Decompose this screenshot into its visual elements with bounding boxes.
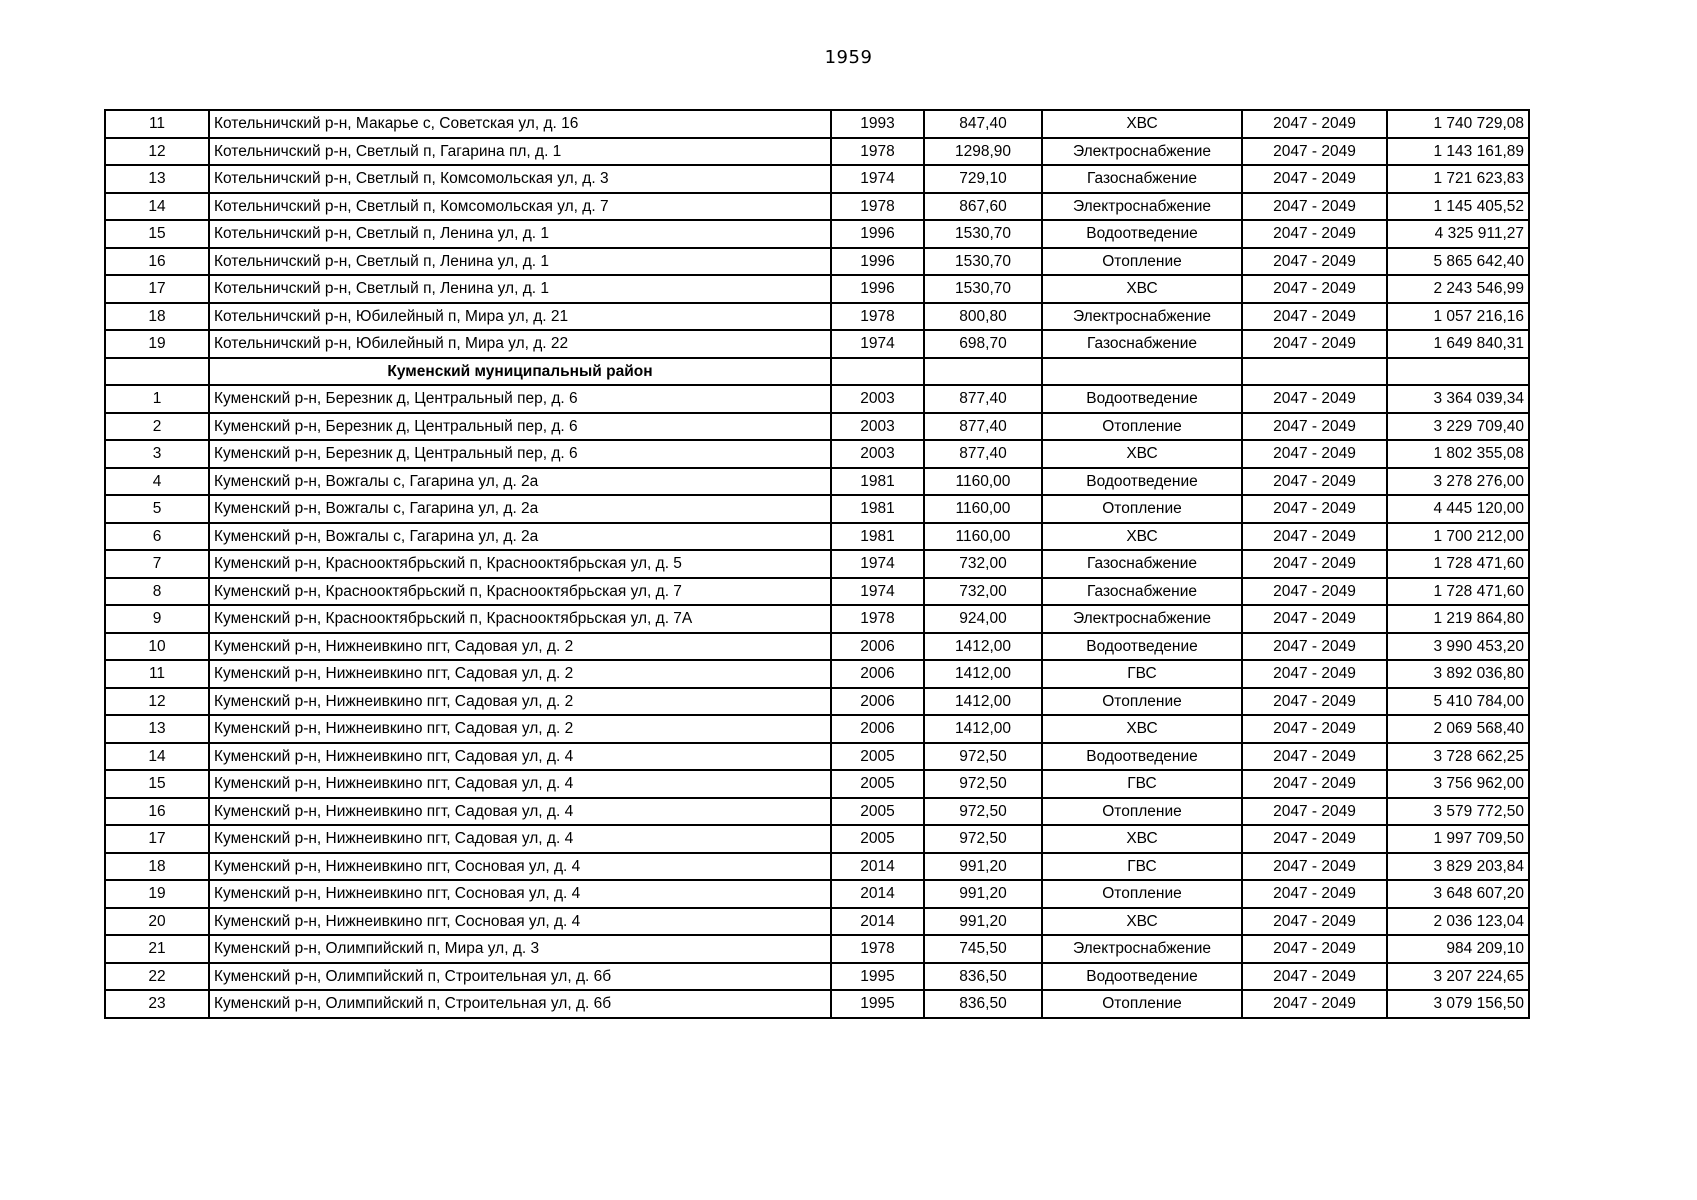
cost-cell: 3 892 036,80: [1387, 660, 1529, 688]
row-number: 11: [105, 660, 209, 688]
address-cell: Куменский р-н, Березник д, Центральный пер, д. 6: [209, 440, 831, 468]
work-type-cell: Водоотведение: [1042, 220, 1242, 248]
table-row: [105, 825, 1529, 853]
period-cell: 2047 - 2049: [1242, 743, 1387, 771]
address-cell: Куменский р-н, Нижнеивкино пгт, Садовая ул, д. 2: [209, 660, 831, 688]
table-row: [105, 165, 1529, 193]
table-row: [105, 715, 1529, 743]
period-cell: 2047 - 2049: [1242, 220, 1387, 248]
cost-cell: 1 740 729,08: [1387, 110, 1529, 138]
work-type-cell: Водоотведение: [1042, 963, 1242, 991]
period-cell: 2047 - 2049: [1242, 550, 1387, 578]
year-cell: 1978: [831, 138, 924, 166]
table-row: [105, 963, 1529, 991]
address-cell: Котельничский р-н, Светлый п, Ленина ул, д. 1: [209, 248, 831, 276]
area-cell: 836,50: [924, 990, 1042, 1018]
address-cell: Куменский р-н, Олимпийский п, Строительная ул, д. 6б: [209, 990, 831, 1018]
address-cell: Котельничский р-н, Светлый п, Комсомольская ул, д. 3: [209, 165, 831, 193]
row-number: 3: [105, 440, 209, 468]
area-cell: 924,00: [924, 605, 1042, 633]
cost-cell: 984 209,10: [1387, 935, 1529, 963]
cost-cell: 3 229 709,40: [1387, 413, 1529, 441]
year-cell: 1981: [831, 468, 924, 496]
area-cell: 745,50: [924, 935, 1042, 963]
work-type-cell: Электроснабжение: [1042, 303, 1242, 331]
table-row: [105, 550, 1529, 578]
table-row: [105, 413, 1529, 441]
row-number: 16: [105, 248, 209, 276]
period-cell: 2047 - 2049: [1242, 660, 1387, 688]
cost-cell: 3 728 662,25: [1387, 743, 1529, 771]
period-cell: 2047 - 2049: [1242, 413, 1387, 441]
address-cell: Куменский р-н, Вожгалы с, Гагарина ул, д. 2а: [209, 468, 831, 496]
area-cell: 972,50: [924, 825, 1042, 853]
table-row: [105, 523, 1529, 551]
period-cell: 2047 - 2049: [1242, 385, 1387, 413]
row-number: 22: [105, 963, 209, 991]
period-cell: 2047 - 2049: [1242, 330, 1387, 358]
cost-cell: 5 410 784,00: [1387, 688, 1529, 716]
area-cell: 729,10: [924, 165, 1042, 193]
period-cell: 2047 - 2049: [1242, 440, 1387, 468]
area-cell: 972,50: [924, 770, 1042, 798]
period-cell: 2047 - 2049: [1242, 495, 1387, 523]
year-cell: 2003: [831, 413, 924, 441]
area-cell: 991,20: [924, 908, 1042, 936]
repair-schedule-table: [104, 109, 1530, 1019]
cost-cell: 3 756 962,00: [1387, 770, 1529, 798]
year-cell: 2003: [831, 385, 924, 413]
year-cell: 1996: [831, 248, 924, 276]
cost-cell: 3 648 607,20: [1387, 880, 1529, 908]
table-row: [105, 880, 1529, 908]
work-type-cell: ГВС: [1042, 853, 1242, 881]
empty-cell: [1242, 358, 1387, 386]
cost-cell: 1 145 405,52: [1387, 193, 1529, 221]
period-cell: 2047 - 2049: [1242, 248, 1387, 276]
row-number: 17: [105, 825, 209, 853]
period-cell: 2047 - 2049: [1242, 990, 1387, 1018]
area-cell: 1412,00: [924, 660, 1042, 688]
row-number: 16: [105, 798, 209, 826]
work-type-cell: Водоотведение: [1042, 743, 1242, 771]
cost-cell: 5 865 642,40: [1387, 248, 1529, 276]
work-type-cell: ХВС: [1042, 440, 1242, 468]
period-cell: 2047 - 2049: [1242, 688, 1387, 716]
year-cell: 2006: [831, 633, 924, 661]
cost-cell: 1 219 864,80: [1387, 605, 1529, 633]
area-cell: 847,40: [924, 110, 1042, 138]
work-type-cell: Отопление: [1042, 688, 1242, 716]
table-row: [105, 385, 1529, 413]
address-cell: Куменский р-н, Краснооктябрьский п, Краснооктябрьская ул, д. 7А: [209, 605, 831, 633]
table-row: [105, 743, 1529, 771]
cost-cell: 1 802 355,08: [1387, 440, 1529, 468]
row-number: 18: [105, 853, 209, 881]
work-type-cell: Электроснабжение: [1042, 138, 1242, 166]
table-row: [105, 605, 1529, 633]
area-cell: 1412,00: [924, 633, 1042, 661]
table-row: [105, 770, 1529, 798]
table-row: [105, 660, 1529, 688]
period-cell: 2047 - 2049: [1242, 963, 1387, 991]
cost-cell: 1 721 623,83: [1387, 165, 1529, 193]
row-number: 7: [105, 550, 209, 578]
table-body: [105, 110, 1529, 1018]
table-row: [105, 440, 1529, 468]
address-cell: Котельничский р-н, Светлый п, Комсомольская ул, д. 7: [209, 193, 831, 221]
year-cell: 2005: [831, 743, 924, 771]
work-type-cell: ГВС: [1042, 660, 1242, 688]
year-cell: 1996: [831, 275, 924, 303]
table-row: [105, 110, 1529, 138]
period-cell: 2047 - 2049: [1242, 798, 1387, 826]
table-row: [105, 248, 1529, 276]
empty-cell: [924, 358, 1042, 386]
year-cell: 2014: [831, 908, 924, 936]
row-number: 2: [105, 413, 209, 441]
address-cell: Куменский р-н, Олимпийский п, Строительная ул, д. 6б: [209, 963, 831, 991]
work-type-cell: Газоснабжение: [1042, 578, 1242, 606]
area-cell: 877,40: [924, 385, 1042, 413]
area-cell: 972,50: [924, 743, 1042, 771]
row-number: 4: [105, 468, 209, 496]
year-cell: 1993: [831, 110, 924, 138]
table-row: [105, 193, 1529, 221]
address-cell: Куменский р-н, Вожгалы с, Гагарина ул, д. 2а: [209, 495, 831, 523]
work-type-cell: Электроснабжение: [1042, 193, 1242, 221]
year-cell: 1981: [831, 523, 924, 551]
row-number: 14: [105, 193, 209, 221]
period-cell: 2047 - 2049: [1242, 633, 1387, 661]
address-cell: Куменский р-н, Березник д, Центральный пер, д. 6: [209, 413, 831, 441]
period-cell: 2047 - 2049: [1242, 880, 1387, 908]
period-cell: 2047 - 2049: [1242, 110, 1387, 138]
table-row: [105, 798, 1529, 826]
area-cell: 732,00: [924, 578, 1042, 606]
work-type-cell: Газоснабжение: [1042, 165, 1242, 193]
area-cell: 1530,70: [924, 220, 1042, 248]
cost-cell: 3 579 772,50: [1387, 798, 1529, 826]
table-row: [105, 495, 1529, 523]
year-cell: 2006: [831, 715, 924, 743]
area-cell: 1530,70: [924, 275, 1042, 303]
table-row: [105, 853, 1529, 881]
work-type-cell: Водоотведение: [1042, 633, 1242, 661]
period-cell: 2047 - 2049: [1242, 605, 1387, 633]
table-row: [105, 633, 1529, 661]
cost-cell: 1 997 709,50: [1387, 825, 1529, 853]
cost-cell: 2 243 546,99: [1387, 275, 1529, 303]
work-type-cell: ХВС: [1042, 110, 1242, 138]
period-cell: 2047 - 2049: [1242, 825, 1387, 853]
row-number: 1: [105, 385, 209, 413]
cost-cell: 4 325 911,27: [1387, 220, 1529, 248]
row-number: 12: [105, 688, 209, 716]
row-number: 11: [105, 110, 209, 138]
year-cell: 1978: [831, 193, 924, 221]
work-type-cell: Отопление: [1042, 798, 1242, 826]
address-cell: Котельничский р-н, Светлый п, Ленина ул, д. 1: [209, 220, 831, 248]
period-cell: 2047 - 2049: [1242, 908, 1387, 936]
section-header-row: [105, 358, 1529, 386]
year-cell: 1974: [831, 578, 924, 606]
row-number: 19: [105, 330, 209, 358]
address-cell: Котельничский р-н, Юбилейный п, Мира ул, д. 21: [209, 303, 831, 331]
year-cell: 2006: [831, 688, 924, 716]
cost-cell: 3 278 276,00: [1387, 468, 1529, 496]
row-number: 19: [105, 880, 209, 908]
work-type-cell: Водоотведение: [1042, 385, 1242, 413]
year-cell: 2006: [831, 660, 924, 688]
cost-cell: 1 728 471,60: [1387, 578, 1529, 606]
address-cell: Котельничский р-н, Юбилейный п, Мира ул, д. 22: [209, 330, 831, 358]
area-cell: 877,40: [924, 413, 1042, 441]
row-number: 20: [105, 908, 209, 936]
work-type-cell: Электроснабжение: [1042, 605, 1242, 633]
cost-cell: 3 364 039,34: [1387, 385, 1529, 413]
work-type-cell: Водоотведение: [1042, 468, 1242, 496]
area-cell: 1412,00: [924, 715, 1042, 743]
year-cell: 1974: [831, 165, 924, 193]
work-type-cell: Отопление: [1042, 495, 1242, 523]
work-type-cell: ХВС: [1042, 715, 1242, 743]
work-type-cell: Отопление: [1042, 248, 1242, 276]
row-number: 17: [105, 275, 209, 303]
address-cell: Куменский р-н, Нижнеивкино пгт, Садовая ул, д. 4: [209, 798, 831, 826]
table-row: [105, 990, 1529, 1018]
address-cell: Куменский р-н, Нижнеивкино пгт, Садовая ул, д. 2: [209, 633, 831, 661]
address-cell: Куменский р-н, Нижнеивкино пгт, Сосновая ул, д. 4: [209, 853, 831, 881]
row-number: 13: [105, 715, 209, 743]
table-row: [105, 908, 1529, 936]
period-cell: 2047 - 2049: [1242, 715, 1387, 743]
area-cell: 1298,90: [924, 138, 1042, 166]
work-type-cell: Электроснабжение: [1042, 935, 1242, 963]
area-cell: 991,20: [924, 880, 1042, 908]
year-cell: 2003: [831, 440, 924, 468]
row-number: 23: [105, 990, 209, 1018]
row-number: 5: [105, 495, 209, 523]
row-number: 13: [105, 165, 209, 193]
cost-cell: 4 445 120,00: [1387, 495, 1529, 523]
section-title: Куменский муниципальный район: [209, 358, 831, 386]
period-cell: 2047 - 2049: [1242, 853, 1387, 881]
period-cell: 2047 - 2049: [1242, 275, 1387, 303]
period-cell: 2047 - 2049: [1242, 770, 1387, 798]
year-cell: 2014: [831, 880, 924, 908]
area-cell: 972,50: [924, 798, 1042, 826]
table-row: [105, 330, 1529, 358]
table-row: [105, 578, 1529, 606]
work-type-cell: Отопление: [1042, 880, 1242, 908]
work-type-cell: Отопление: [1042, 413, 1242, 441]
row-number: 15: [105, 220, 209, 248]
year-cell: 2014: [831, 853, 924, 881]
year-cell: 1974: [831, 330, 924, 358]
table-row: [105, 303, 1529, 331]
row-number: 14: [105, 743, 209, 771]
work-type-cell: ХВС: [1042, 825, 1242, 853]
address-cell: Куменский р-н, Нижнеивкино пгт, Сосновая ул, д. 4: [209, 908, 831, 936]
period-cell: 2047 - 2049: [1242, 523, 1387, 551]
row-number: 15: [105, 770, 209, 798]
cost-cell: 1 649 840,31: [1387, 330, 1529, 358]
cost-cell: 1 700 212,00: [1387, 523, 1529, 551]
cost-cell: 1 057 216,16: [1387, 303, 1529, 331]
row-number: 9: [105, 605, 209, 633]
area-cell: 1412,00: [924, 688, 1042, 716]
year-cell: 1996: [831, 220, 924, 248]
area-cell: 1160,00: [924, 523, 1042, 551]
row-number: 8: [105, 578, 209, 606]
year-cell: 1995: [831, 990, 924, 1018]
table-row: [105, 468, 1529, 496]
work-type-cell: ХВС: [1042, 275, 1242, 303]
period-cell: 2047 - 2049: [1242, 138, 1387, 166]
cost-cell: 2 036 123,04: [1387, 908, 1529, 936]
address-cell: Куменский р-н, Нижнеивкино пгт, Сосновая ул, д. 4: [209, 880, 831, 908]
area-cell: 800,80: [924, 303, 1042, 331]
table-row: [105, 138, 1529, 166]
row-number: 10: [105, 633, 209, 661]
address-cell: Куменский р-н, Нижнеивкино пгт, Садовая ул, д. 2: [209, 715, 831, 743]
cost-cell: 1 728 471,60: [1387, 550, 1529, 578]
address-cell: Куменский р-н, Нижнеивкино пгт, Садовая ул, д. 4: [209, 743, 831, 771]
year-cell: 2005: [831, 798, 924, 826]
area-cell: 1160,00: [924, 468, 1042, 496]
work-type-cell: Отопление: [1042, 990, 1242, 1018]
area-cell: 1530,70: [924, 248, 1042, 276]
address-cell: Куменский р-н, Краснооктябрьский п, Краснооктябрьская ул, д. 7: [209, 578, 831, 606]
year-cell: 1978: [831, 303, 924, 331]
table-row: [105, 275, 1529, 303]
year-cell: 2005: [831, 825, 924, 853]
empty-cell: [105, 358, 209, 386]
address-cell: Куменский р-н, Нижнеивкино пгт, Садовая ул, д. 4: [209, 825, 831, 853]
area-cell: 877,40: [924, 440, 1042, 468]
work-type-cell: ГВС: [1042, 770, 1242, 798]
period-cell: 2047 - 2049: [1242, 578, 1387, 606]
year-cell: 2005: [831, 770, 924, 798]
address-cell: Куменский р-н, Краснооктябрьский п, Краснооктябрьская ул, д. 5: [209, 550, 831, 578]
cost-cell: 3 990 453,20: [1387, 633, 1529, 661]
row-number: 18: [105, 303, 209, 331]
year-cell: 1974: [831, 550, 924, 578]
period-cell: 2047 - 2049: [1242, 468, 1387, 496]
area-cell: 732,00: [924, 550, 1042, 578]
year-cell: 1978: [831, 605, 924, 633]
empty-cell: [1042, 358, 1242, 386]
year-cell: 1981: [831, 495, 924, 523]
work-type-cell: ХВС: [1042, 908, 1242, 936]
cost-cell: 3 829 203,84: [1387, 853, 1529, 881]
address-cell: Куменский р-н, Нижнеивкино пгт, Садовая ул, д. 4: [209, 770, 831, 798]
table-row: [105, 935, 1529, 963]
area-cell: 1160,00: [924, 495, 1042, 523]
address-cell: Куменский р-н, Нижнеивкино пгт, Садовая ул, д. 2: [209, 688, 831, 716]
year-cell: 1978: [831, 935, 924, 963]
address-cell: Куменский р-н, Вожгалы с, Гагарина ул, д. 2а: [209, 523, 831, 551]
cost-cell: 2 069 568,40: [1387, 715, 1529, 743]
period-cell: 2047 - 2049: [1242, 193, 1387, 221]
address-cell: Куменский р-н, Олимпийский п, Мира ул, д. 3: [209, 935, 831, 963]
cost-cell: 3 207 224,65: [1387, 963, 1529, 991]
row-number: 12: [105, 138, 209, 166]
work-type-cell: Газоснабжение: [1042, 330, 1242, 358]
page-number: 1959: [824, 47, 873, 68]
row-number: 21: [105, 935, 209, 963]
period-cell: 2047 - 2049: [1242, 935, 1387, 963]
address-cell: Котельничский р-н, Светлый п, Гагарина пл, д. 1: [209, 138, 831, 166]
address-cell: Котельничский р-н, Светлый п, Ленина ул, д. 1: [209, 275, 831, 303]
cost-cell: 3 079 156,50: [1387, 990, 1529, 1018]
area-cell: 867,60: [924, 193, 1042, 221]
cost-cell: 1 143 161,89: [1387, 138, 1529, 166]
address-cell: Котельничский р-н, Макарье с, Советская ул, д. 16: [209, 110, 831, 138]
area-cell: 836,50: [924, 963, 1042, 991]
row-number: 6: [105, 523, 209, 551]
table-row: [105, 688, 1529, 716]
empty-cell: [831, 358, 924, 386]
area-cell: 991,20: [924, 853, 1042, 881]
work-type-cell: Газоснабжение: [1042, 550, 1242, 578]
area-cell: 698,70: [924, 330, 1042, 358]
year-cell: 1995: [831, 963, 924, 991]
period-cell: 2047 - 2049: [1242, 303, 1387, 331]
work-type-cell: ХВС: [1042, 523, 1242, 551]
period-cell: 2047 - 2049: [1242, 165, 1387, 193]
address-cell: Куменский р-н, Березник д, Центральный пер, д. 6: [209, 385, 831, 413]
table-row: [105, 220, 1529, 248]
empty-cell: [1387, 358, 1529, 386]
